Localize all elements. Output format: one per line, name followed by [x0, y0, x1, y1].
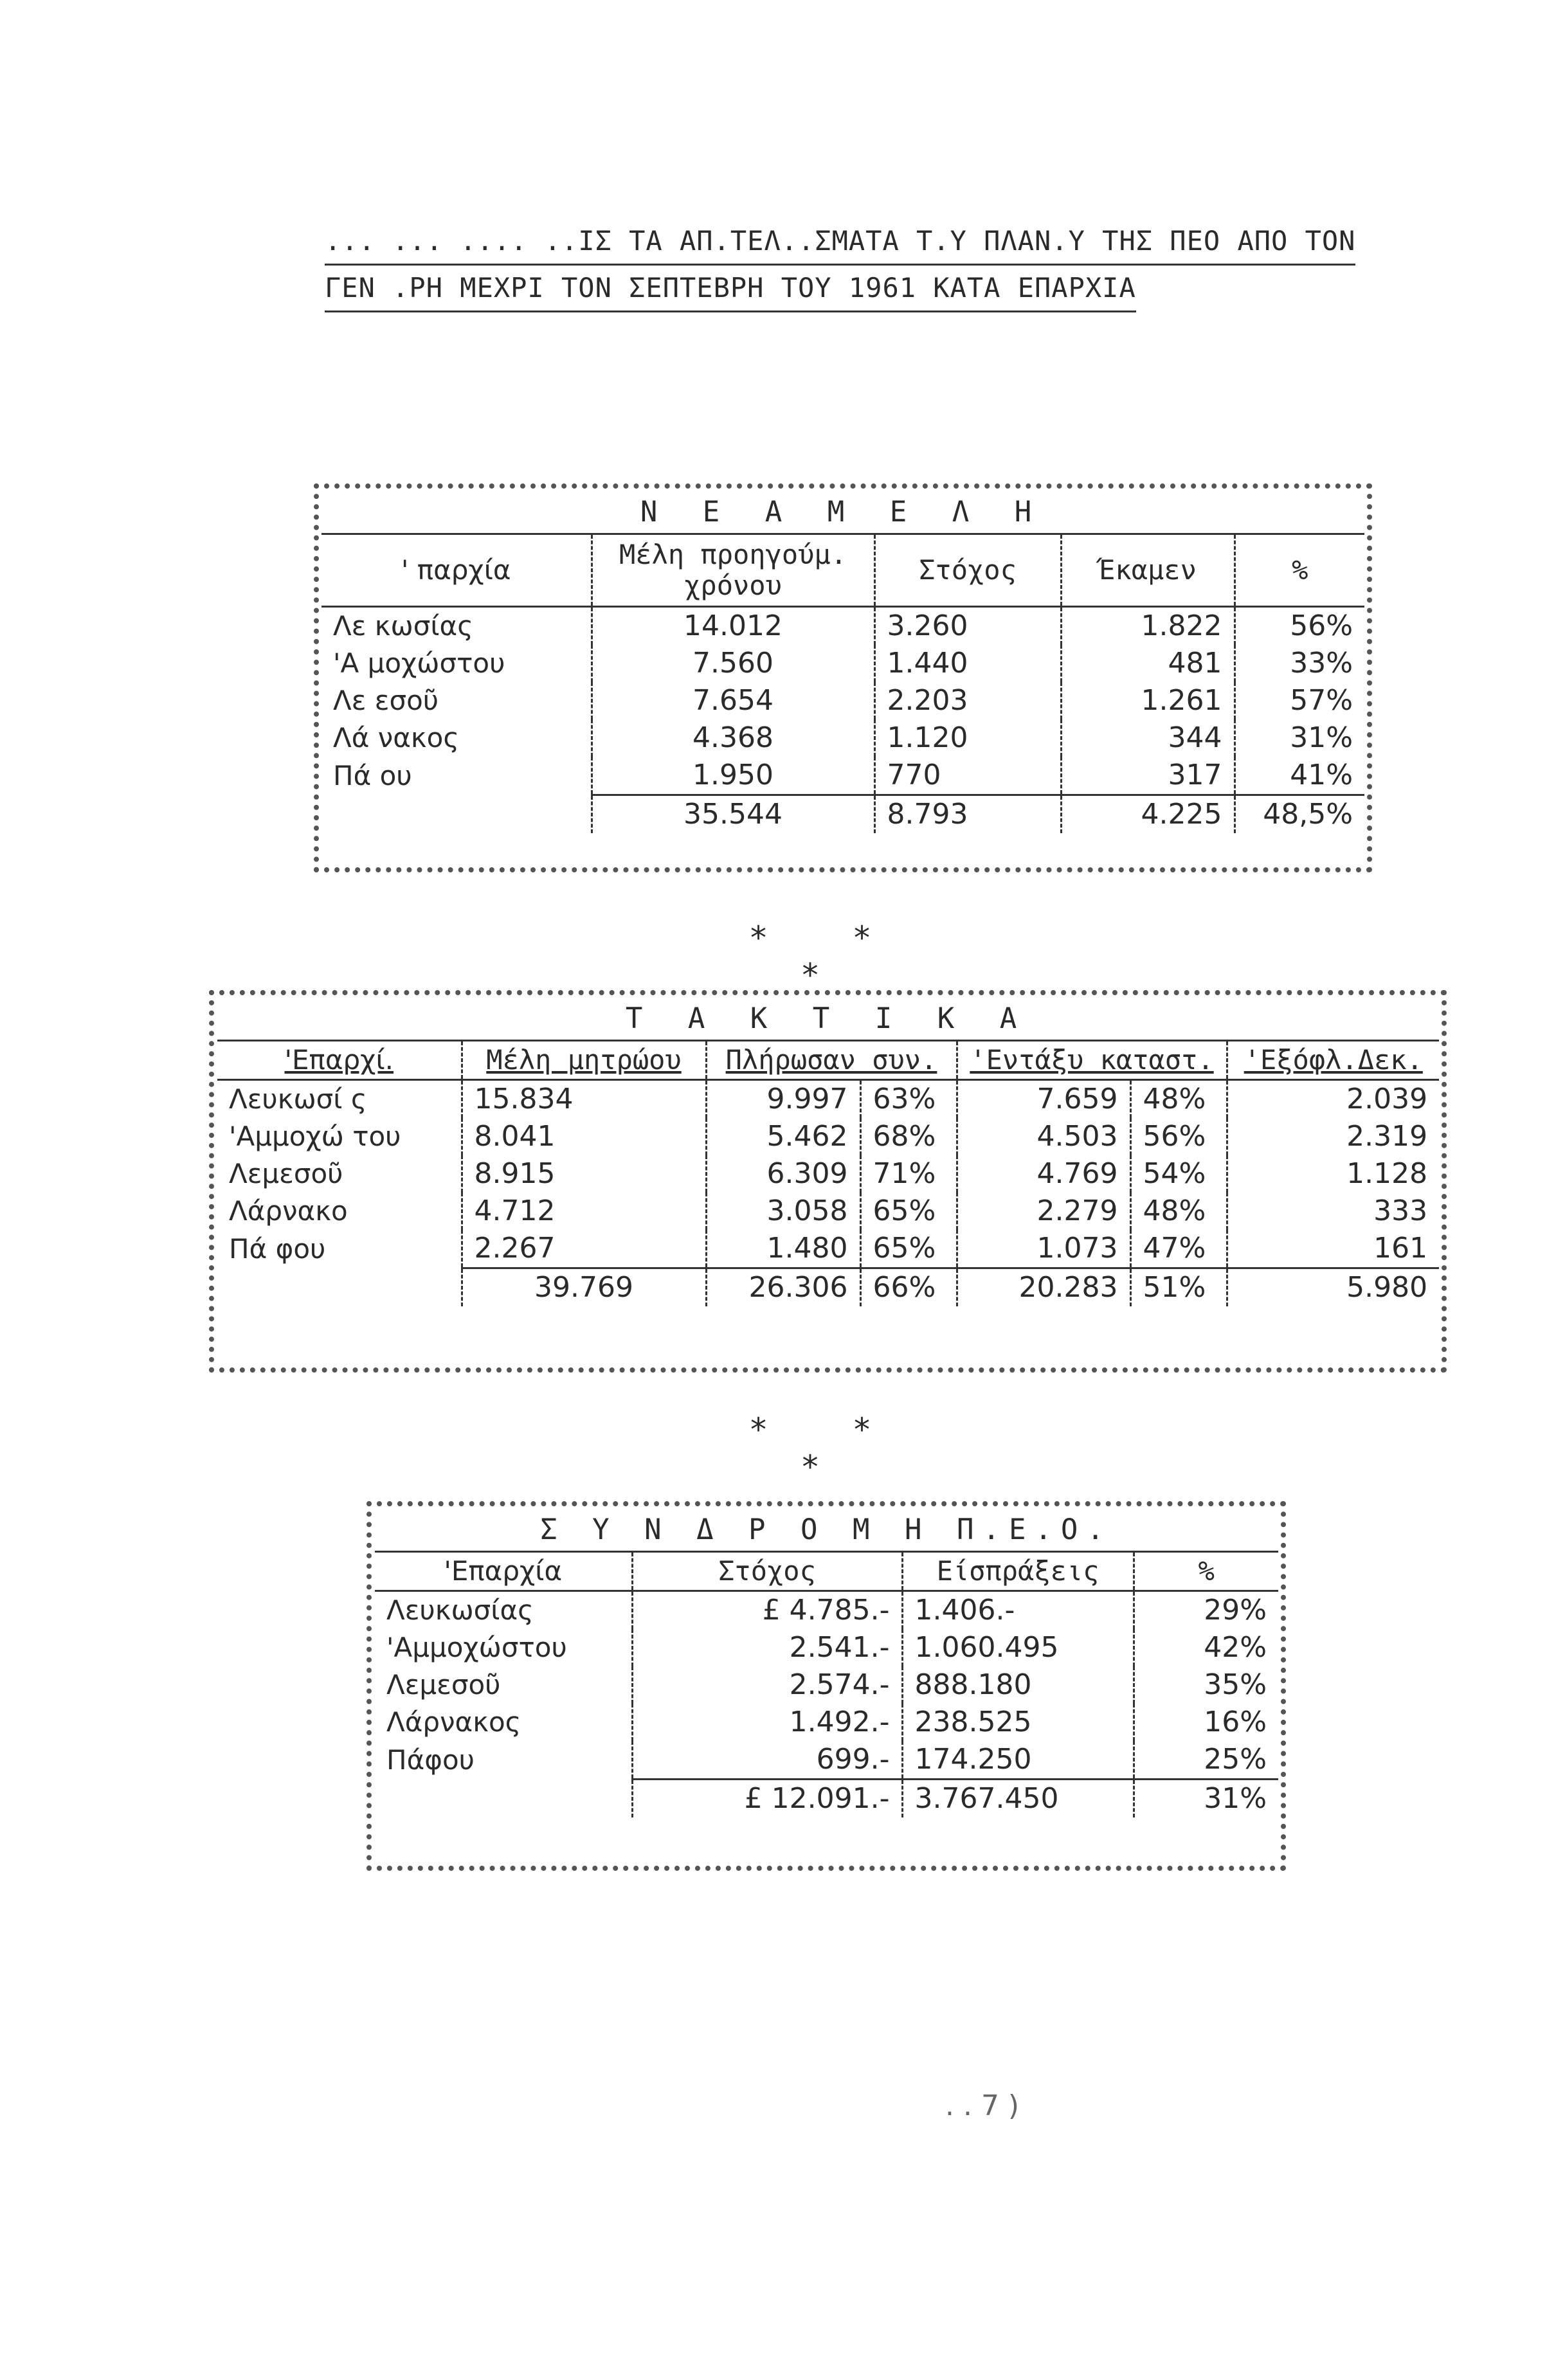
taktika-cell: 8.915	[462, 1155, 706, 1193]
taktika-total-in-order: 20.283	[957, 1268, 1130, 1307]
taktika-row	[217, 1230, 1439, 1268]
nea_meli-cell: 14.012	[592, 607, 874, 645]
taktika-cell: 4.503	[957, 1118, 1130, 1155]
taktika-cell: 48%	[1130, 1080, 1227, 1119]
separator-stars-1: * * *	[750, 919, 909, 994]
taktika-cell: 15.834	[462, 1080, 706, 1119]
taktika-cell: 8.041	[462, 1118, 706, 1155]
syndromi-cell: 42%	[1134, 1629, 1278, 1666]
taktika-header-province: 'Επαρχί.	[217, 1041, 462, 1080]
nea_meli-cell: Λε εσοῦ	[333, 685, 439, 716]
nea_meli-cell: 57%	[1235, 682, 1364, 719]
taktika-cell: 5.462	[706, 1118, 860, 1155]
nea_meli-cell: 41%	[1235, 757, 1364, 795]
syndromi-cell: Λεμεσοῦ	[386, 1669, 501, 1700]
nea_meli-cell: Πά ου	[333, 759, 412, 791]
taktika-cell: Λάρνακο	[229, 1195, 348, 1227]
nea_meli-cell: Λά νακος	[333, 722, 460, 753]
taktika-total-paid: 26.306	[706, 1268, 860, 1307]
nea-meli-total-target: 8.793	[874, 795, 1061, 834]
taktika-row	[217, 1118, 1439, 1155]
taktika-cell: 4.712	[462, 1193, 706, 1230]
taktika-cell: 56%	[1130, 1118, 1227, 1155]
taktika-cell: Πά φου	[229, 1232, 326, 1265]
nea_meli-row	[321, 757, 1364, 795]
syndromi-cell: 25%	[1134, 1741, 1278, 1780]
taktika-cell: 71%	[860, 1155, 957, 1193]
nea_meli-cell: 33%	[1235, 645, 1364, 682]
syndromi-cell: 1.492.-	[632, 1704, 902, 1741]
syndromi-cell: Πάφου	[386, 1744, 475, 1776]
title-line-1: ... ... .... ..ΙΣ ΤΑ ΑΠ.ΤΕΛ..ΣΜΑΤΑ Τ.Υ ΠΛΑΝ.Υ ΤΗΣ ΠΕΟ ΑΠΟ ΤΟΝ	[325, 219, 1355, 266]
syndromi-cell: Λευκωσίας	[386, 1594, 534, 1626]
syndromi-cell: 174.250	[902, 1741, 1134, 1780]
taktika-cell: 2.267	[462, 1230, 706, 1268]
nea_meli-cell: 2.203	[874, 682, 1061, 719]
taktika-cell: 2.039	[1227, 1080, 1439, 1119]
syndromi-row	[375, 1591, 1278, 1630]
syndromi-cell: 238.525	[902, 1704, 1134, 1741]
nea_meli-cell: 317	[1061, 757, 1235, 795]
syndromi-total-target: £ 12.091.-	[632, 1780, 902, 1818]
nea_meli-cell: 1.950	[592, 757, 874, 795]
taktika-total-paid-dec: 5.980	[1227, 1268, 1439, 1307]
taktika-cell: Λευκωσί ς	[229, 1083, 367, 1115]
taktika-rows	[217, 1080, 1439, 1268]
syndromi-caption: Σ Υ Ν Δ Ρ Ο Μ Η Π.Ε.Ο.	[540, 1513, 1113, 1546]
taktika-cell: 6.309	[706, 1155, 860, 1193]
taktika-cell: 2.279	[957, 1193, 1130, 1230]
taktika-cell: 333	[1227, 1193, 1439, 1230]
taktika-cell: 1.480	[706, 1230, 860, 1268]
taktika-cell: 1.128	[1227, 1155, 1439, 1193]
syndromi-total-collected: 3.767.450	[902, 1780, 1134, 1818]
taktika-row	[217, 1080, 1439, 1119]
syndromi-table	[375, 1510, 1278, 1817]
syndromi-row	[375, 1741, 1278, 1780]
taktika-cell: 63%	[860, 1080, 957, 1119]
syndromi-row	[375, 1666, 1278, 1704]
nea-meli-total-percent: 48,5%	[1235, 795, 1364, 834]
nea_meli-cell: 1.440	[874, 645, 1061, 682]
taktika-cell: 161	[1227, 1230, 1439, 1268]
nea-meli-header-province: ' παρχία	[321, 534, 592, 607]
taktika-caption: Τ Α Κ Τ Ι Κ Α	[625, 1002, 1031, 1035]
taktika-header-registered: Μέλη μητρώου	[462, 1041, 706, 1080]
nea-meli-total-label	[321, 795, 592, 834]
nea_meli-cell: 344	[1061, 719, 1235, 757]
taktika-cell: 54%	[1130, 1155, 1227, 1193]
taktika-cell: 65%	[860, 1193, 957, 1230]
taktika-total-in-order-percent: 51%	[1130, 1268, 1227, 1307]
nea_meli-cell: Λε κωσίας	[333, 610, 473, 642]
taktika-cell: 7.659	[957, 1080, 1130, 1119]
taktika-row	[217, 1155, 1439, 1193]
taktika-table	[217, 998, 1439, 1306]
syndromi-cell: 1.406.-	[902, 1591, 1134, 1630]
nea_meli-cell: 'Α μοχώστου	[333, 647, 505, 679]
taktika-header-in-order: 'Εντάξυ καταστ.	[957, 1041, 1227, 1080]
taktika-cell: 9.997	[706, 1080, 860, 1119]
nea-meli-table	[321, 492, 1364, 833]
taktika-cell: 1.073	[957, 1230, 1130, 1268]
nea-meli-rows	[321, 607, 1364, 795]
nea_meli-row	[321, 645, 1364, 682]
nea-meli-header-percent: %	[1235, 534, 1364, 607]
nea-meli-caption: Ν Ε Α Μ Ε Λ Η	[640, 496, 1046, 528]
taktika-cell: 48%	[1130, 1193, 1227, 1230]
syndromi-row	[375, 1629, 1278, 1666]
syndromi-cell: 'Αμμοχώστου	[386, 1632, 567, 1663]
syndromi-cell: 699.-	[632, 1741, 902, 1780]
syndromi-header-province: 'Επαρχία	[375, 1552, 632, 1591]
page-mark: . . 7 )	[945, 2089, 1020, 2122]
taktika-total-label	[217, 1268, 462, 1307]
syndromi-cell: 2.574.-	[632, 1666, 902, 1704]
nea-meli-header-target: Στόχος	[874, 534, 1061, 607]
taktika-cell: Λεμεσοῦ	[229, 1158, 343, 1189]
nea_meli-cell: 4.368	[592, 719, 874, 757]
nea-meli-total-prev: 35.544	[592, 795, 874, 834]
nea_meli-cell: 481	[1061, 645, 1235, 682]
nea-meli-total-achieved: 4.225	[1061, 795, 1235, 834]
taktika-header-paid: Πλήρωσαν συν.	[706, 1041, 957, 1080]
syndromi-header-target: Στόχος	[632, 1552, 902, 1591]
taktika-total-paid-percent: 66%	[860, 1268, 957, 1307]
taktika-cell: 68%	[860, 1118, 957, 1155]
taktika-cell: 65%	[860, 1230, 957, 1268]
syndromi-header-percent: %	[1134, 1552, 1278, 1591]
taktika-cell: 4.769	[957, 1155, 1130, 1193]
nea_meli-cell: 56%	[1235, 607, 1364, 645]
syndromi-cell: 2.541.-	[632, 1629, 902, 1666]
syndromi-row	[375, 1704, 1278, 1741]
taktika-total-registered: 39.769	[462, 1268, 706, 1307]
nea_meli-cell: 770	[874, 757, 1061, 795]
document-title	[325, 219, 1356, 312]
taktika-header-paid-dec: 'Εξόφλ.Δεκ.	[1227, 1041, 1439, 1080]
syndromi-cell: 888.180	[902, 1666, 1134, 1704]
syndromi-rows	[375, 1591, 1278, 1780]
nea_meli-cell: 31%	[1235, 719, 1364, 757]
nea_meli-cell: 7.654	[592, 682, 874, 719]
taktika-row	[217, 1193, 1439, 1230]
syndromi-cell: 35%	[1134, 1666, 1278, 1704]
nea-meli-header-prev-members: Μέλη προηγούμ. χρόνου	[592, 534, 874, 607]
nea_meli-cell: 7.560	[592, 645, 874, 682]
title-line-2: ΓΕΝ .ΡΗ ΜΕΧΡΙ ΤΟΝ ΣΕΠΤΕΒΡΗ ΤΟΥ 1961 ΚΑΤΑ ΕΠΑΡΧΙΑ	[325, 266, 1136, 312]
nea_meli-row	[321, 607, 1364, 645]
nea_meli-cell: 1.120	[874, 719, 1061, 757]
taktika-cell: 'Αμμοχώ του	[229, 1121, 401, 1152]
nea_meli-row	[321, 719, 1364, 757]
nea_meli-cell: 1.261	[1061, 682, 1235, 719]
nea_meli-row	[321, 682, 1364, 719]
syndromi-cell: 29%	[1134, 1591, 1278, 1630]
syndromi-total-label	[375, 1780, 632, 1818]
taktika-cell: 3.058	[706, 1193, 860, 1230]
syndromi-cell: Λάρνακος	[386, 1706, 521, 1738]
separator-stars-2: * * *	[750, 1411, 909, 1486]
syndromi-cell: 16%	[1134, 1704, 1278, 1741]
syndromi-cell: £ 4.785.-	[632, 1591, 902, 1630]
syndromi-cell: 1.060.495	[902, 1629, 1134, 1666]
taktika-cell: 2.319	[1227, 1118, 1439, 1155]
nea_meli-cell: 3.260	[874, 607, 1061, 645]
nea-meli-header-achieved: Έκαμεν	[1061, 534, 1235, 607]
nea_meli-cell: 1.822	[1061, 607, 1235, 645]
syndromi-header-collected: Είσπράξεις	[902, 1552, 1134, 1591]
syndromi-total-percent: 31%	[1134, 1780, 1278, 1818]
taktika-cell: 47%	[1130, 1230, 1227, 1268]
